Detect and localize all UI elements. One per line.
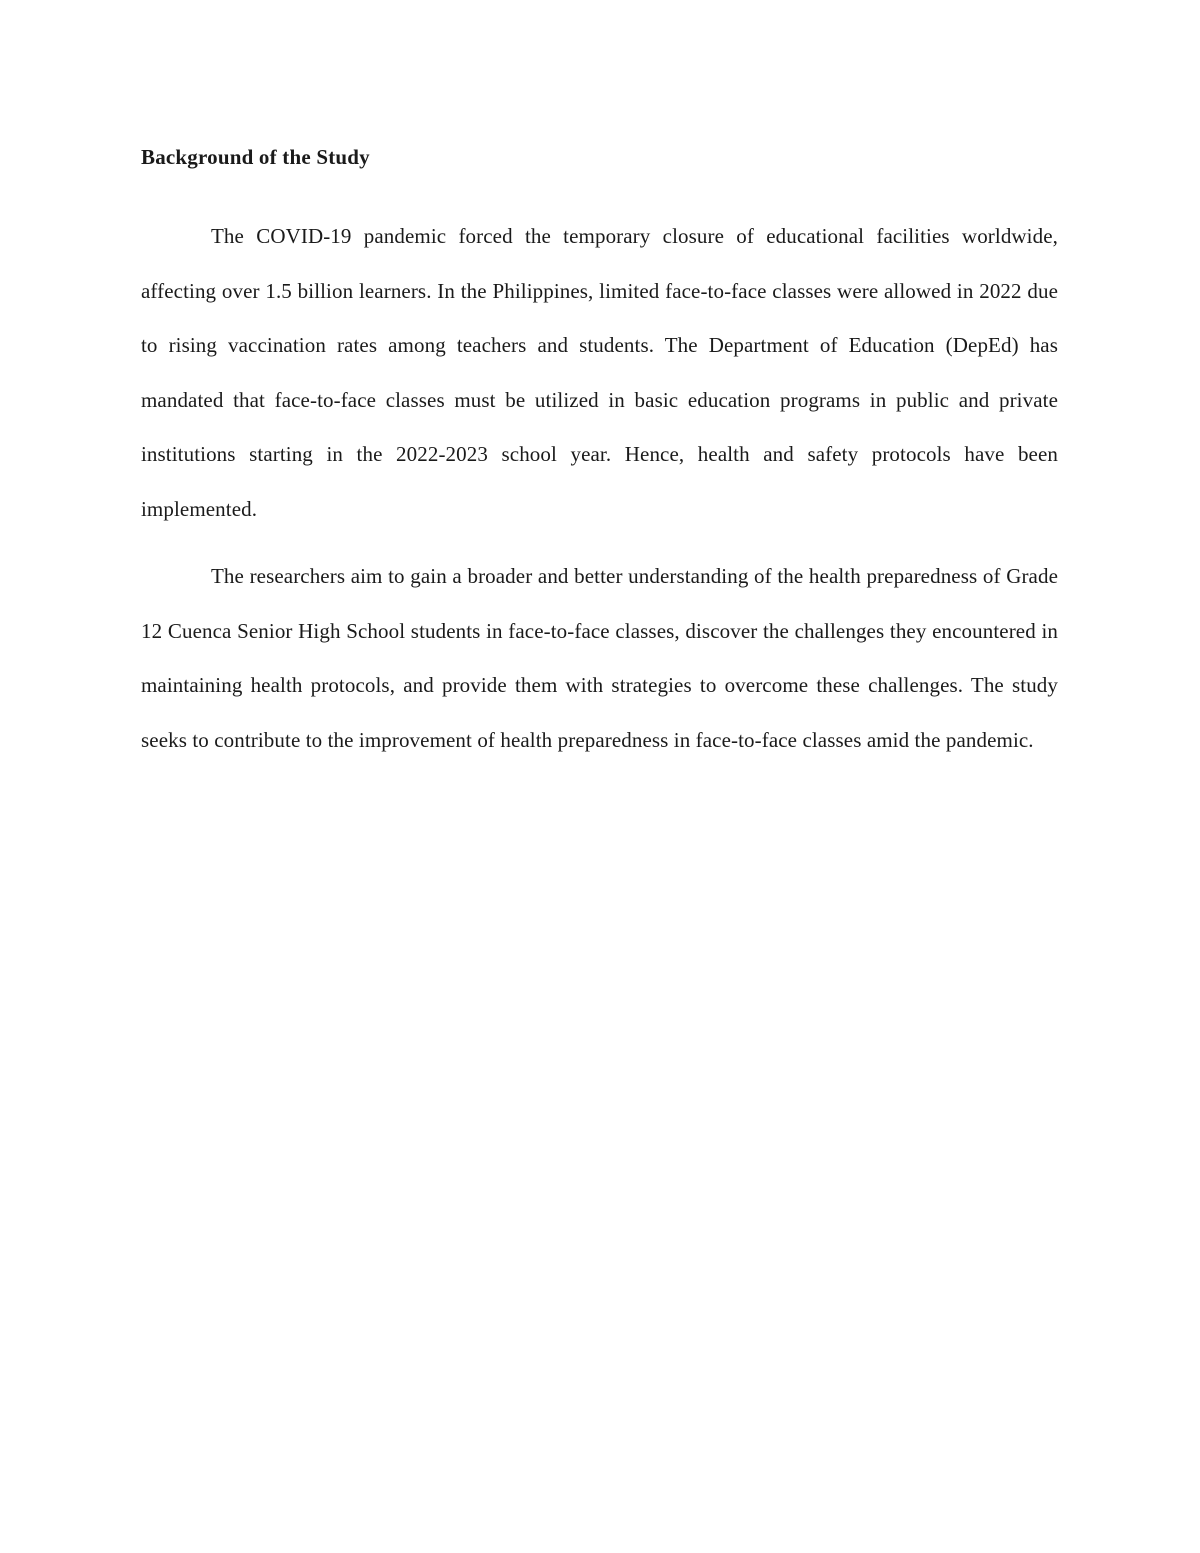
paragraph-research-aim: The researchers aim to gain a broader and better understanding of the health preparedness of Grade 12 Cuenca Senior High School students in face-to-face classes, discover the challenges they encountered in maintaining health protocols, and provide them with strategies to overcome these challenges. The study seeks to contribute to the improvement of health preparedness in face-to-face classes amid the pandemic. — [141, 564, 1058, 752]
section-heading: Background of the Study — [141, 145, 370, 169]
document-body — [141, 139, 1058, 767]
paragraph-covid-background: The COVID-19 pandemic forced the temporary closure of educational facilities worldwide, affecting over 1.5 billion learners. In the Philippines, limited face-to-face classes were allowed in 2022 due to rising vaccination rates among teachers and students. The Department of Education (DepEd) has mandated that face-to-face classes must be utilized in basic education programs in public and private institutions starting in the 2022-2023 school year. Hence, health and safety protocols have been implemented. — [141, 224, 1058, 521]
